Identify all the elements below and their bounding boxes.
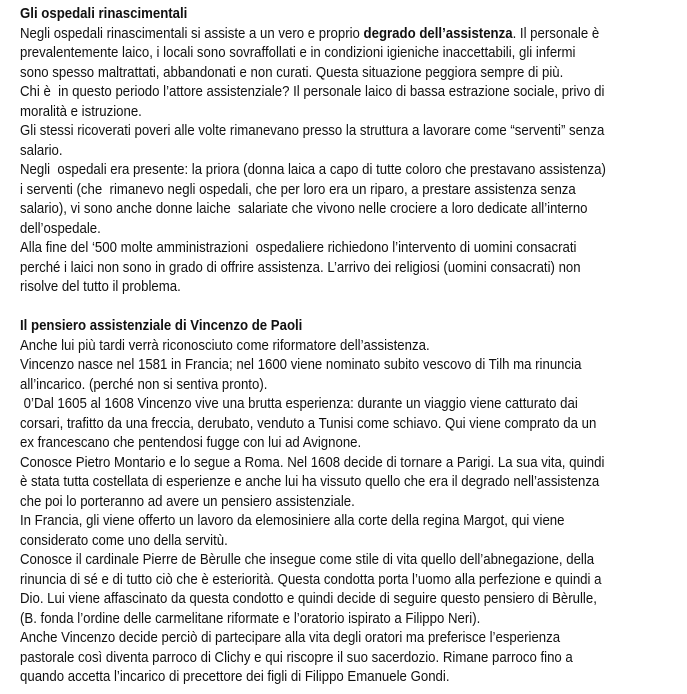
paragraph-line: Gli stessi ricoverati poveri alle volte rimanevano presso la struttura a lavorare come “serventi” senza: [20, 123, 605, 139]
paragraph-line: corsari, trafitto da una freccia, derubato, venduto a Tunisi come schiavo. Qui viene comprato da un: [20, 415, 597, 432]
section-ospedali-rinascimentali: [20, 5, 672, 298]
paragraph-line: prevalentemente laico, i locali sono sovraffollati e in condizioni igieniche inaccettabili, gli infermi: [20, 45, 576, 61]
paragraph-line: Dio. Lui viene affascinato da questa condotto e quindi decide di seguire questo pensiero di Bèrulle,: [20, 591, 597, 607]
paragraph-line: moralità e istruzione.: [20, 103, 142, 120]
paragraph-line: considerato come uno della servitù.: [20, 532, 228, 549]
paragraph-line: Anche lui più tardi verrà riconosciuto come riformatore dell’assistenza.: [20, 337, 430, 354]
paragraph-line: [20, 25, 672, 45]
paragraph-line: che poi lo porteranno ad avere un pensiero assistenziale.: [20, 493, 355, 510]
section-vincenzo-de-paoli: [20, 317, 672, 688]
paragraph-line: salario.: [20, 142, 63, 159]
paragraph-line: perché i laici non sono in grado di offrire assistenza. L’arrivo dei religiosi (uomini consacrati) non: [20, 259, 581, 276]
paragraph-line: In Francia, gli viene offerto un lavoro da elemosiniere alla corte della regina Margot, qui viene: [20, 513, 565, 529]
section-heading: Il pensiero assistenziale di Vincenzo de Paoli: [20, 318, 303, 334]
paragraph-line: salario), vi sono anche donne laiche salariate che vivono nelle crociere a loro dedicate all’interno: [20, 201, 588, 217]
paragraph-line: Vincenzo nasce nel 1581 in Francia; nel 1600 viene nominato subito vescovo di Tilh ma rinuncia: [20, 357, 582, 373]
text-span: . Il personale è: [512, 25, 600, 42]
paragraph-line: Conosce Pietro Montario e lo segue a Roma. Nel 1608 decide di tornare a Parigi. La sua vita, quindi: [20, 454, 605, 471]
paragraph-line: risolve del tutto il problema.: [20, 279, 181, 295]
paragraph-line: rinuncia di sé e di tutto ciò che è esteriorità. Questa condotta porta l’uomo alla perfezione e quindi a: [20, 571, 602, 588]
paragraph-line: dell’ospedale.: [20, 220, 101, 237]
paragraph-line: (B. fonda l’ordine delle carmelitane riformate e l’oratorio ispirato a Filippo Neri).: [20, 610, 481, 627]
blank-line: [20, 298, 672, 318]
paragraph-line: Alla fine del ‘500 molte amministrazioni ospedaliere richiedono l’intervento di uomini consacrati: [20, 240, 577, 256]
paragraph-line: 0’Dal 1605 al 1608 Vincenzo vive una brutta esperienza: durante un viaggio viene catturato dai: [20, 396, 578, 412]
section-heading: Gli ospedali rinascimentali: [20, 6, 188, 22]
document-page: [20, 5, 672, 688]
paragraph-line: Chi è in questo periodo l’attore assistenziale? Il personale laico di bassa estrazione sociale, privo di: [20, 84, 605, 100]
bold-emphasis: degrado dell’assistenza: [363, 25, 513, 42]
paragraph-line: sono spesso maltrattati, abbandonati e non curati. Questa situazione peggiora sempre di più.: [20, 64, 564, 81]
paragraph-line: pastorale così diventa parroco di Clichy e qui riscopre il suo sacerdozio. Rimane parroco fino a: [20, 649, 573, 666]
text-span: Negli ospedali rinascimentali si assiste a un vero e proprio: [20, 25, 364, 42]
paragraph-line: quando accetta l’incarico di precettore dei figli di Filippo Emanuele Gondi.: [20, 669, 450, 685]
paragraph-line: Negli ospedali era presente: la priora (donna laica a capo di tutte coloro che prestavano assistenza): [20, 162, 606, 178]
paragraph-line: Anche Vincenzo decide perciò di partecipare alla vita degli oratori ma preferisce l’esperienza: [20, 630, 561, 646]
paragraph-line: ex francescano che pentendosi fugge con lui ad Avignone.: [20, 435, 362, 451]
paragraph-line: all’incarico. (perché non si sentiva pronto).: [20, 376, 268, 393]
paragraph-line: Conosce il cardinale Pierre de Bèrulle che insegue come stile di vita quello dell’abnegazione, della: [20, 552, 595, 568]
paragraph-line: i serventi (che rimanevo negli ospedali, che per loro era un riparo, a prestare assistenza senza: [20, 181, 576, 198]
paragraph-line: è stata tutta costellata di esperienze e anche lui ha vissuto quello che era il degrado nell’assistenza: [20, 474, 600, 490]
